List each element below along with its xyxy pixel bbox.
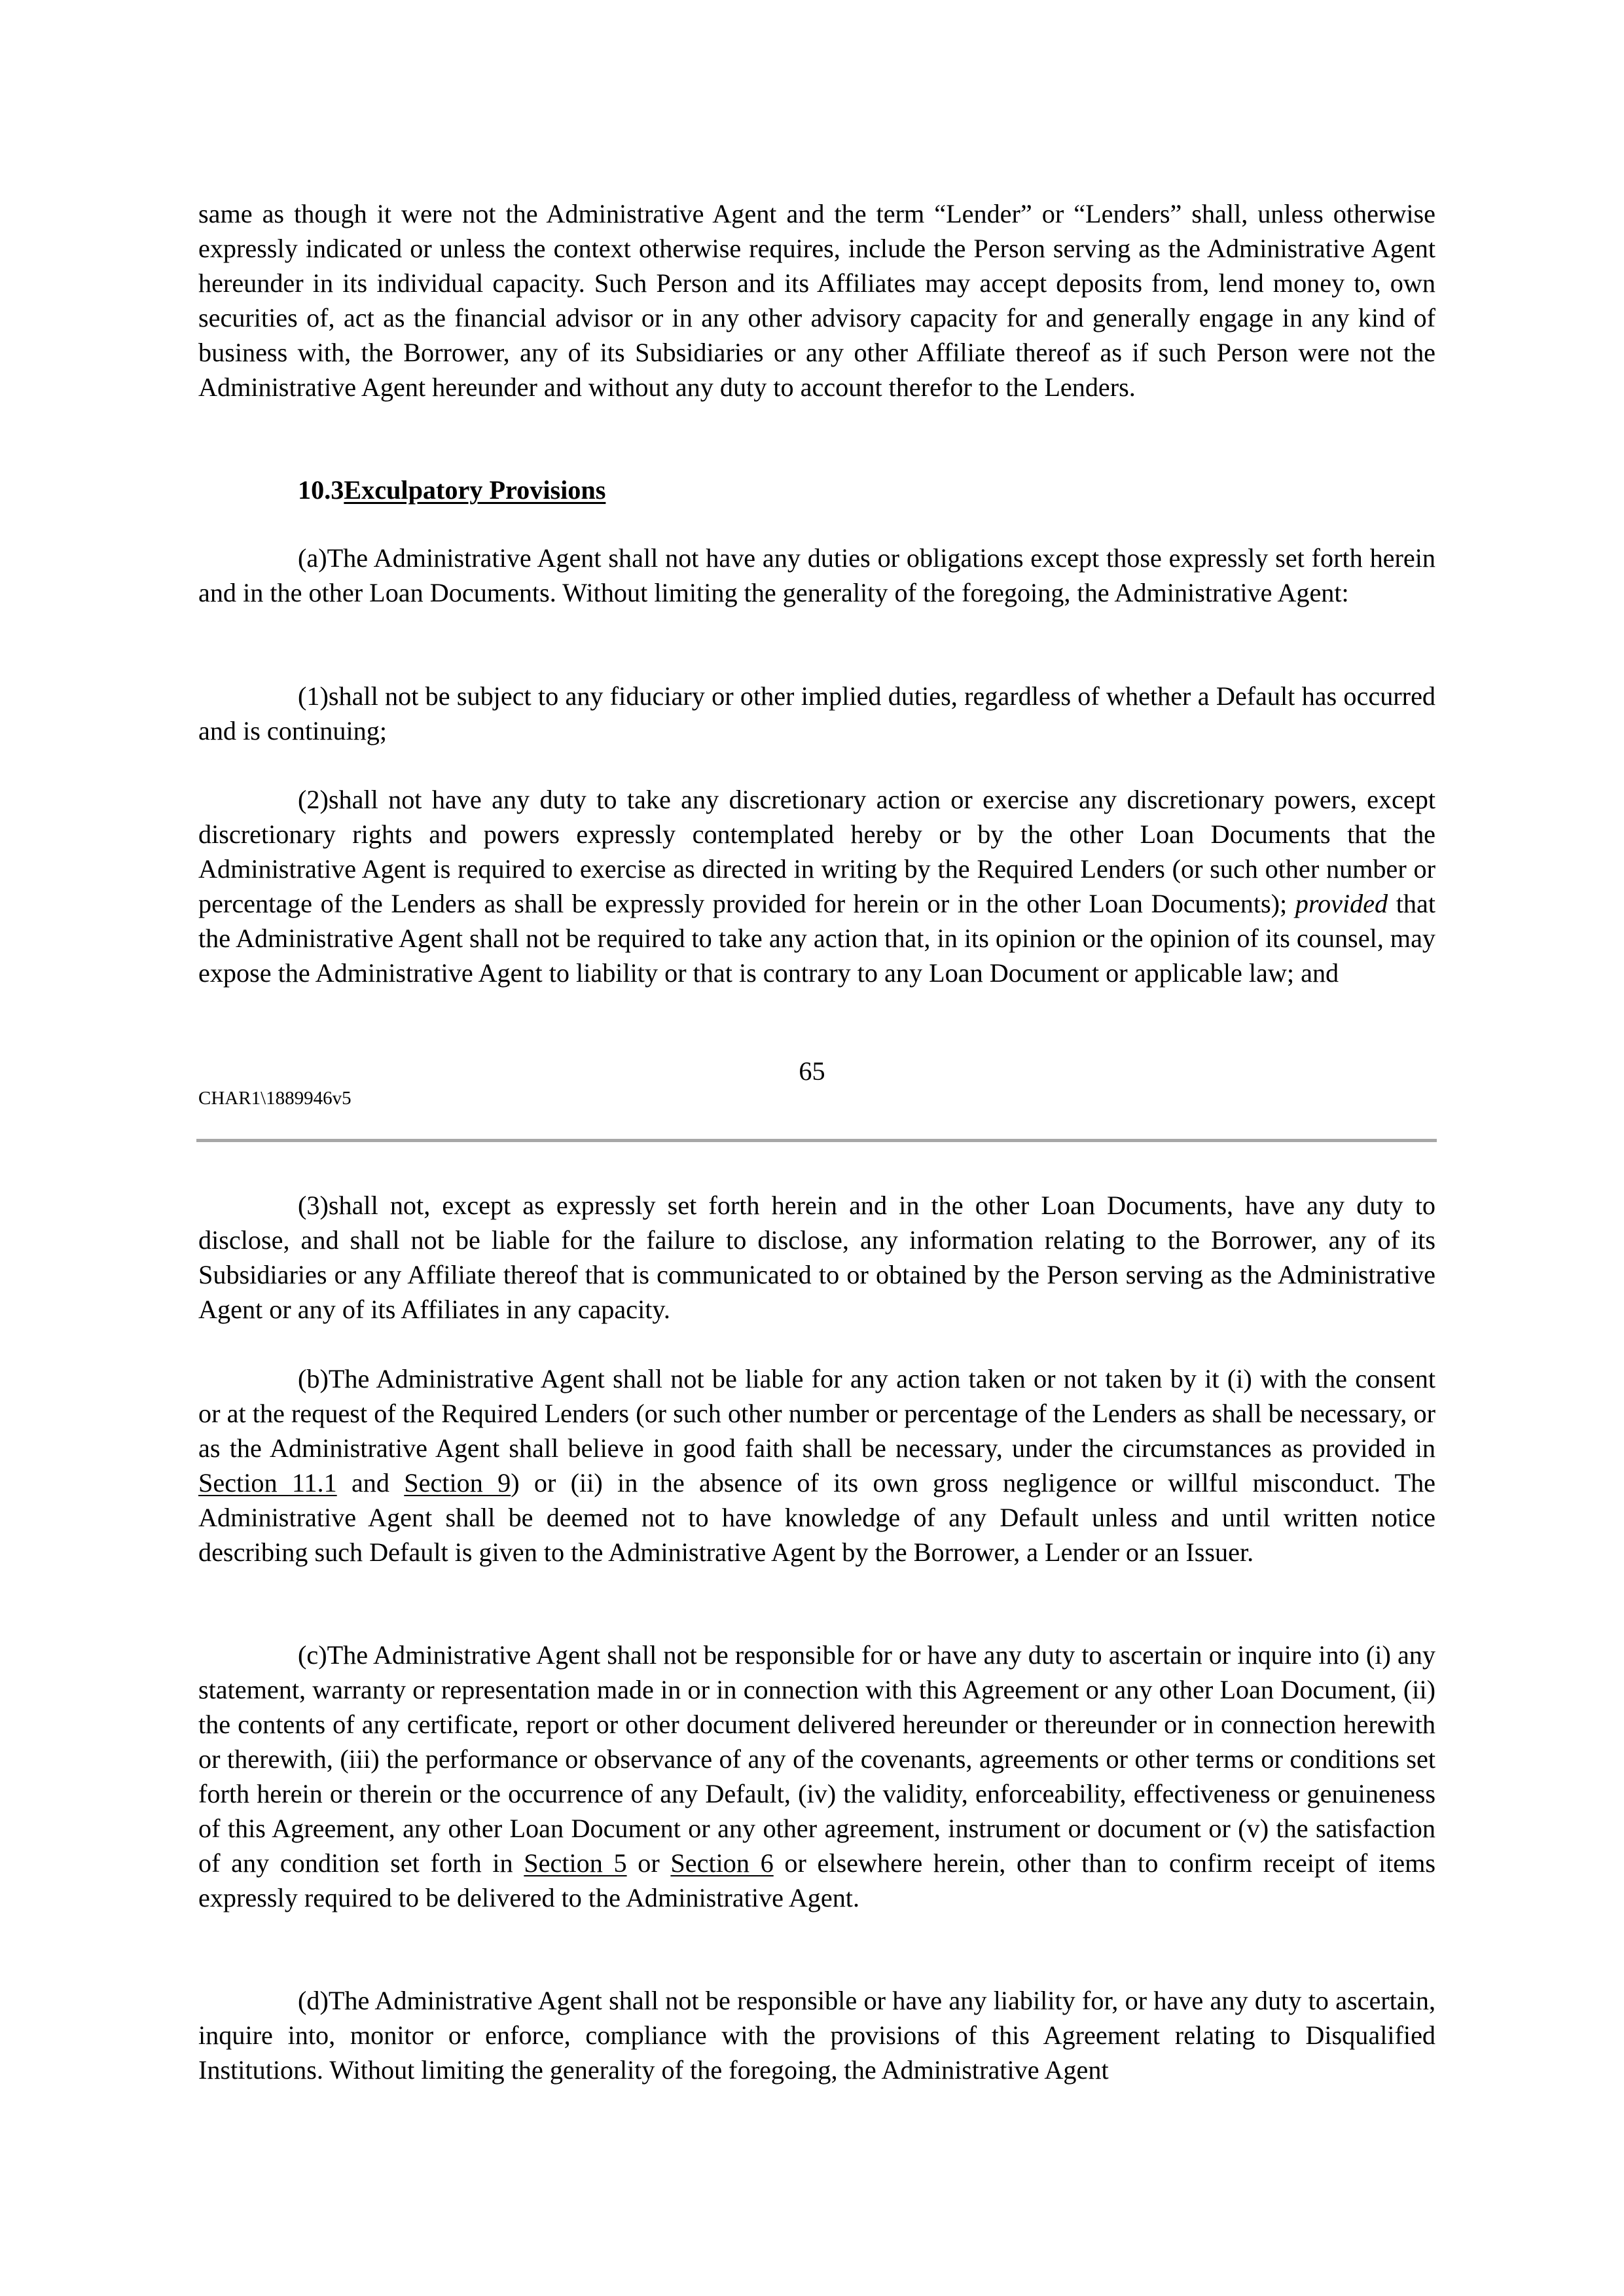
section-number: 10.3 xyxy=(298,475,344,505)
section-6-link[interactable]: Section 6 xyxy=(670,1848,774,1878)
document-id: CHAR1\1889946v5 xyxy=(198,1088,352,1109)
paragraph-c xyxy=(198,1638,1435,1915)
paragraph-2 xyxy=(198,782,1435,990)
paragraph-b xyxy=(198,1361,1435,1570)
paragraph-d: (d)The Administrative Agent shall not be responsible or have any liability for, or have any duty to ascertain, inquire into, monitor or enforce, compliance with the provisions of this Agreement relating to Disqualified Institutions. Without limiting the generality of the foregoing, the Administrative Agent xyxy=(198,1986,1435,2085)
section-heading xyxy=(298,473,605,507)
paragraph-1: (1)shall not be subject to any fiduciary or other implied duties, regardless of whether a Default has occurred and is continuing; xyxy=(198,681,1435,745)
paragraph-a: (a)The Administrative Agent shall not have any duties or obligations except those expressly set forth herein and in the other Loan Documents. Without limiting the generality of the foregoing, the Administrative Agent: xyxy=(198,543,1435,607)
paragraph-c-text-2: or xyxy=(626,1848,671,1878)
paragraph-b-text-1: (b)The Administrative Agent shall not be liable for any action taken or not taken by it (i) with the consent or at the request of the Required Lenders (or such other number or percentage of the Lenders as shall be necessary, or as the Administrative Agent shall believe in good faith shall be necessary, under the circumstances as provided in xyxy=(198,1364,1435,1463)
paragraph-c-text-3: or elsewhere herein, other than to confirm receipt of items expressly required to be delivered to the Administrative Agent. xyxy=(198,1848,1436,1912)
section-9-link[interactable]: Section 9 xyxy=(404,1468,511,1498)
paragraph-c-text-1: (c)The Administrative Agent shall not be responsible for or have any duty to ascertain or inquire into (i) any statement, warranty or representation made in or in connection with this Agreement or any other Loan Document, (ii) the contents of any certificate, report or other document delivered hereunder or thereunder or in connection herewith or therewith, (iii) the performance or observance of any of the covenants, agreements or other terms or conditions set forth herein or therein or the occurrence of any Default, (iv) the validity, enforceability, effectiveness or genuineness of this Agreement, any other Loan Document or any other agreement, instrument or document or (v) the satisfaction of any condition set forth in xyxy=(198,1640,1435,1878)
page-number: 65 xyxy=(799,1056,825,1086)
paragraph-2-text-start: (2)shall not have any duty to take any discretionary action or exercise any discretionary powers, except discretionary rights and powers expressly contemplated hereby or by the other Loan Documents that the Administrative Agent is required to exercise as directed in writing by the Required Lenders (or such other number or percentage of the Lenders as shall be expressly provided for herein or in the other Loan Documents); xyxy=(198,785,1435,918)
page-divider xyxy=(196,1139,1437,1142)
provided-italic: provided xyxy=(1295,889,1388,918)
section-5-link[interactable]: Section 5 xyxy=(524,1848,627,1878)
paragraph-b-text-3: ) or (ii) in the absence of its own gross negligence or willful misconduct. The Administrative Agent shall be deemed not to have knowledge of any Default unless and until written notice describing such Default is given to the Administrative Agent by the Borrower, a Lender or an Issuer. xyxy=(198,1468,1436,1567)
section-title: Exculpatory Provisions xyxy=(344,475,606,505)
paragraph-2-text-end: that the Administrative Agent shall not be required to take any action that, in its opinion or the opinion of its counsel, may expose the Administrative Agent to liability or that is contrary to any Loan Document or applicable law; and xyxy=(198,889,1435,988)
section-11-1-link[interactable]: Section 11.1 xyxy=(198,1468,337,1498)
paragraph-3: (3)shall not, except as expressly set forth herein and in the other Loan Documents, have any duty to disclose, and shall not be liable for the failure to disclose, any information relating to the Borrower, any of its Subsidiaries or any Affiliate thereof that is communicated to or obtained by the Person serving as the Administrative Agent or any of its Affiliates in any capacity. xyxy=(198,1191,1435,1324)
paragraph-intro: same as though it were not the Administrative Agent and the term “Lender” or “Lenders” shall, unless otherwise expressly indicated or unless the context otherwise requires, include the Person serving as the Administrative Agent hereunder in its individual capacity. Such Person and its Affiliates may accept deposits from, lend money to, own securities of, act as the financial advisor or in any other advisory capacity for and generally engage in any kind of business with, the Borrower, any of its Subsidiaries or any other Affiliate thereof as if such Person were not the Administrative Agent hereunder and without any duty to account therefor to the Lenders. xyxy=(198,199,1435,402)
paragraph-b-text-2: and xyxy=(336,1468,405,1498)
